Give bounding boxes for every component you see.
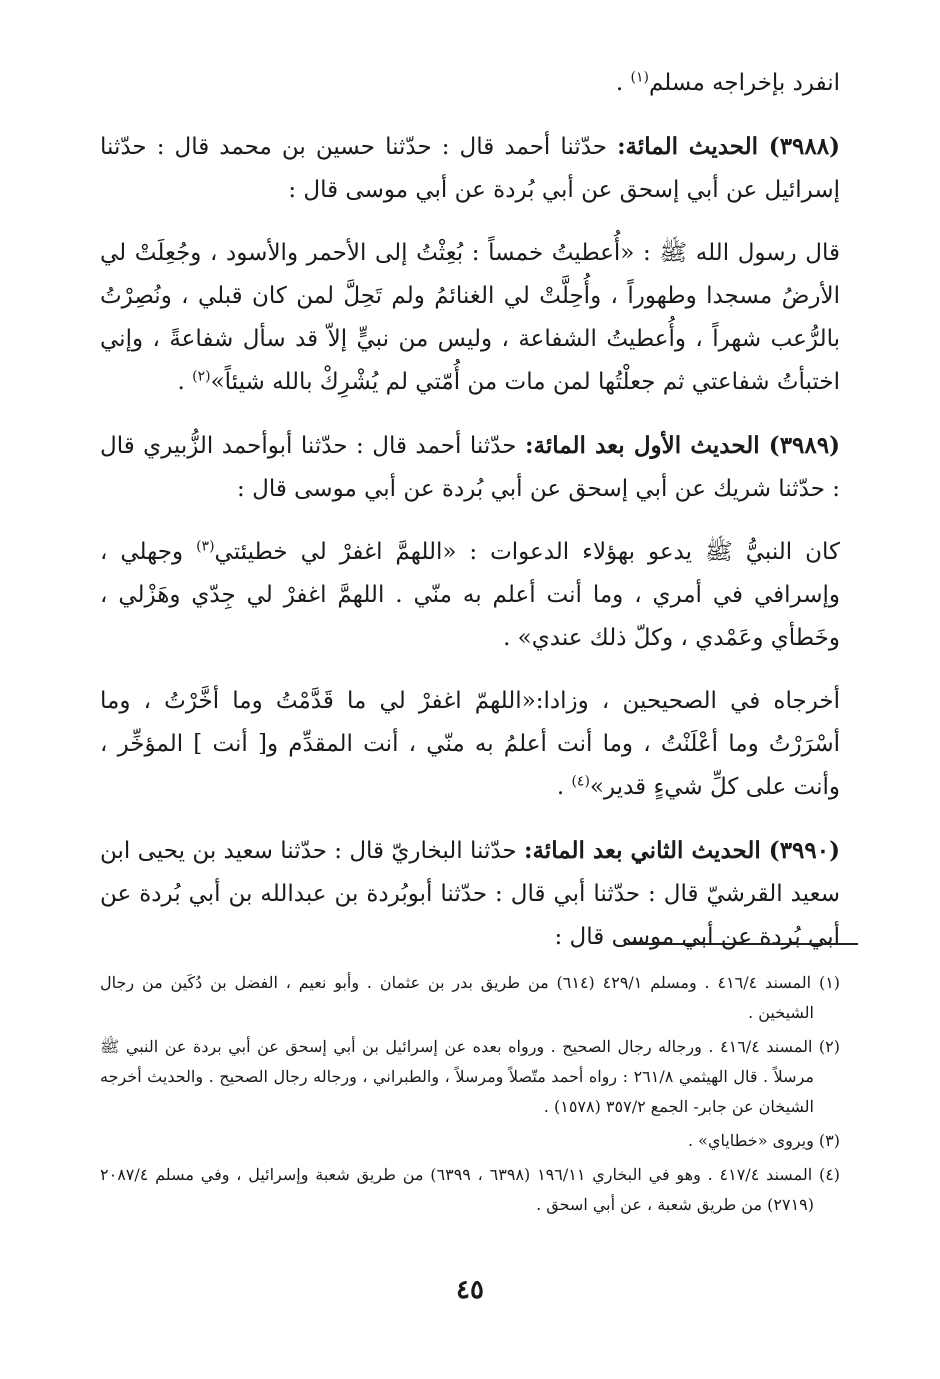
footnote-1: (١) المسند ٤١٦/٤ . ومسلم ٤٢٩/١ (٦١٤) من طريق بدر بن عثمان . وأبو نعيم ، الفضل بن دُكَين من رجال الشيخين . xyxy=(100,973,841,1022)
footnote-4: (٤) المسند ٤١٧/٤ . وهو في البخاري ١٩٦/١١ (٦٣٩٨ ، ٦٣٩٩) من طريق شعبة وإسرائيل ، وفي مسلم ٢٠٨٧/٤ (٢٧١٩) من طريق شعبة ، عن أبي اسحق . xyxy=(100,1165,841,1214)
footnote-ref: (٤) xyxy=(571,773,590,790)
hadith-3988-header xyxy=(100,125,840,212)
footnote-ref: (١) xyxy=(630,69,649,86)
isnad-text: حدّثنا أحمد قال : حدّثنا حسين بن محمد قال : حدّثنا إسرائيل عن أبي إسحق عن أبي بُردة عن أبي موسى قال : xyxy=(100,134,840,203)
hadith-3988-matn xyxy=(100,232,840,404)
paragraph-tail: . xyxy=(615,70,631,96)
footnote-ref: (٣) xyxy=(196,538,215,555)
paragraph-tail: . xyxy=(177,369,193,395)
page-number: ٤٥ xyxy=(456,1275,484,1305)
footnote-2: (٢) المسند ٤١٦/٤ . ورجاله رجال الصحيح . ورواه بعده عن إسرائيل بن أبي إسحق عن أبي بردة عن النبي ﷺ مرسلاً . قال الهيثمي ٢٦١/٨ : رواه أحمد متّصلاً ومرسلاً ، والطبراني ، ورجاله رجال الصحيح . والحديث أخرجه الشيخان عن جابر- الجمع ٣٥٧/٢ (١٥٧٨) . xyxy=(100,1037,841,1116)
isnad-text: حدّثنا أحمد قال : حدّثنا أبوأحمد الزُّبيري قال : حدّثنا شريك عن أبي إسحق عن أبي بُردة عن أبي موسى قال : xyxy=(100,433,840,502)
hadith-heading: (٣٩٩٠) الحديث الثاني بعد المائة: xyxy=(523,837,840,864)
main-text xyxy=(100,62,840,959)
footnotes xyxy=(100,968,840,1224)
paragraph-intro xyxy=(100,62,840,105)
hadith-3989-addition xyxy=(100,680,840,809)
matn-text: قال رسول الله ﷺ : «أُعطيتُ خمساً : بُعِثْتُ إلى الأحمر والأسود ، وجُعِلَتْ لي الأرضُ مسجدا وطهوراً ، وأُحِلَّتْ لي الغنائمُ ولم تَحِلَّ لمن كان قبلي ، ونُصِرْتُ بالرُّعب شهراً ، وأُعطيتُ الشفاعة ، وليس من نبيٍّ إلاّ قد سأل شفاعةً ، وإني اختبأتُ شفاعتي ثم جعلْتُها لمن مات من أُمّتي لم يُشْرِكْ بالله شيئاً» xyxy=(100,240,840,395)
paragraph-text: انفرد بإخراجه مسلم xyxy=(649,70,840,96)
footnote-separator xyxy=(624,943,858,945)
footnote-3: (٣) ويروى «خطاياي» . xyxy=(687,1131,840,1150)
isnad-text: حدّثنا البخاريّ قال : حدّثنا سعيد بن يحيى ابن سعيد القرشيّ قال : حدّثنا أبي قال : حدّثنا أبوبُردة بن عبدالله بن أبي بُردة عن أبي بُردة عن أبي موسى قال : xyxy=(100,838,840,950)
paragraph-tail: . xyxy=(556,774,572,800)
matn-text: كان النبيُّ ﷺ يدعو بهؤلاء الدعوات : «اللهمَّ اغفرْ لي خطيئتي xyxy=(214,539,840,565)
hadith-heading: (٣٩٨٨) الحديث المائة: xyxy=(617,133,840,160)
footnote-ref: (٢) xyxy=(192,368,211,385)
hadith-3989-header xyxy=(100,424,840,511)
hadith-heading: (٣٩٨٩) الحديث الأول بعد المائة: xyxy=(525,432,840,459)
hadith-3989-matn xyxy=(100,531,840,660)
matn-text: أخرجاه في الصحيحين ، وزادا:«اللهمّ اغفرْ لي ما قَدَّمْتُ وما أخَّرْتُ ، وما أسْرَرْتُ وما أعْلَنْتُ ، وما أنت أعلمُ به منّي ، أنت المقدِّم و[ أنت ] المؤخِّر ، وأنت على كلِّ شيءٍ قدير» xyxy=(100,688,840,800)
matn-text-continued: وجهلي ، وإسرافي في أمري ، وما أنت أعلم به منّي . اللهمَّ اغفرْ لي جِدّي وهَزْلي ، وخَطأي وعَمْدي ، وكلّ ذلك عندي» . xyxy=(100,539,840,651)
hadith-3990-header xyxy=(100,829,840,959)
